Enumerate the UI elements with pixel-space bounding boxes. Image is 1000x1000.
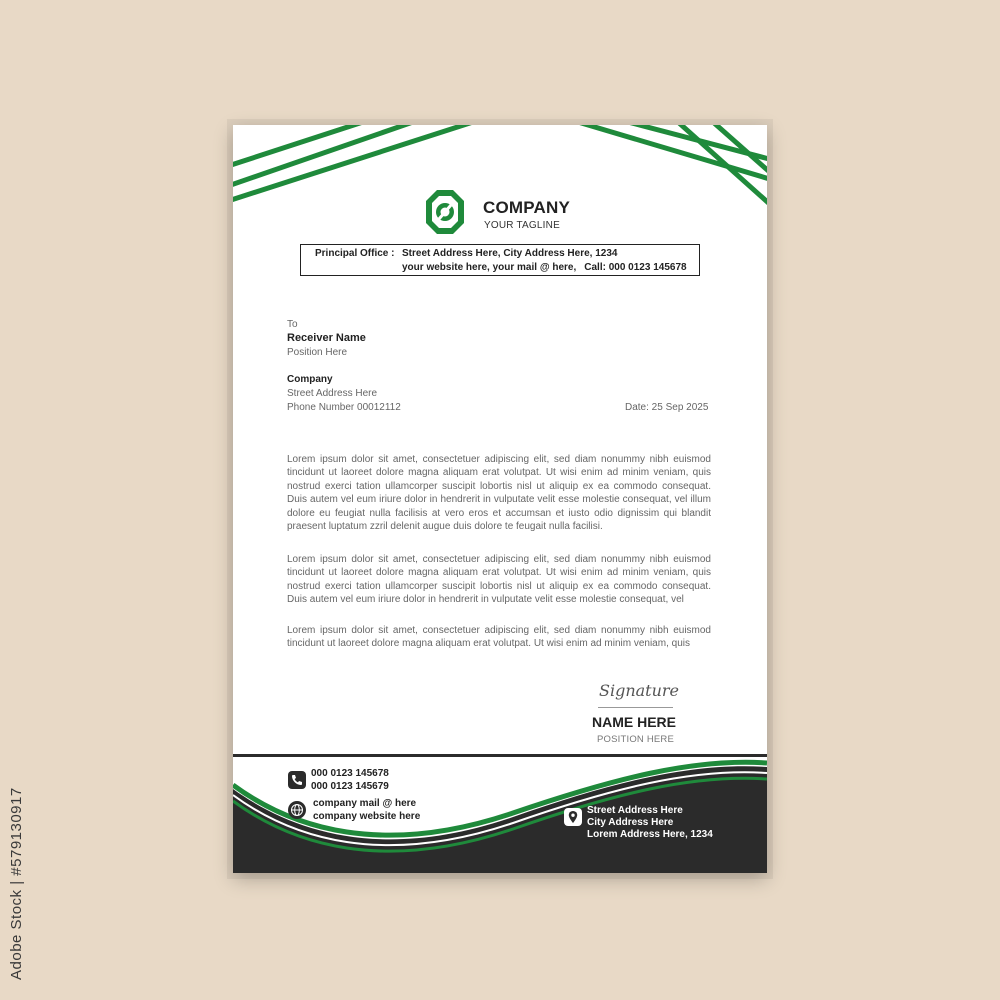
octagon-logo-icon [425, 189, 465, 235]
to-label: To [287, 319, 298, 330]
footer-phone-1: 000 0123 145678 [311, 768, 389, 779]
stock-id-text: Adobe Stock | #579130917 [8, 787, 25, 980]
footer-address-line-2: City Address Here [587, 817, 674, 828]
recipient-company: Company [287, 374, 333, 385]
footer-phone-2: 000 0123 145679 [311, 781, 389, 792]
footer-address-line-1: Street Address Here [587, 805, 683, 816]
letter-date: Date: 25 Sep 2025 [625, 402, 709, 413]
office-address: Street Address Here, City Address Here, 1234 [402, 248, 618, 259]
company-tagline: YOUR TAGLINE [484, 220, 560, 231]
letterhead-page [233, 125, 767, 873]
signer-name: NAME HERE [592, 714, 677, 730]
principal-office-box [300, 244, 700, 276]
globe-icon [288, 801, 306, 819]
recipient-phone: Phone Number 00012112 [287, 402, 401, 413]
signer-position: POSITION HERE [597, 734, 675, 745]
phone-icon [288, 771, 306, 789]
footer-address-line-3: Lorem Address Here, 1234 [587, 829, 713, 840]
body-paragraph-3: Lorem ipsum dolor sit amet, consectetuer adipiscing elit, sed diam nonummy nibh euismod tincidunt ut laoreet dolore magna aliquam erat volutpat. Ut wisi enim ad minim veniam, quis [287, 625, 711, 650]
receiver-position: Position Here [287, 347, 348, 358]
signature-line [598, 707, 673, 708]
footer-website: company website here [313, 811, 421, 822]
body-paragraph-1: Lorem ipsum dolor sit amet, consectetuer adipiscing elit, sed diam nonummy nibh euismod tincidunt ut laoreet dolore magna aliquam erat volutpat. Ut wisi enim ad minim veniam, quis nostrud exerci tation ullamcorper suscipit lobortis nisl ut aliquip ex ea commodo consequat. Duis autem vel eum iriure dolor in hendrerit in vulputate velit esse molestie consequat, vel illum dolore eu feugiat nulla facilisis at vero eros et accumsan et iusto odio dignissim qui blandit praesent luptatum zzril delenit augue duis dolore te feugait nulla facilisi. [287, 454, 711, 533]
company-name: COMPANY [483, 198, 571, 217]
footer-mail: company mail @ here [313, 798, 417, 809]
location-pin-icon [564, 808, 582, 826]
office-web-mail: your website here, your mail @ here, [402, 262, 577, 273]
receiver-name: Receiver Name [287, 332, 366, 344]
office-call: Call: 000 0123 145678 [584, 262, 687, 273]
office-contact-line [402, 262, 687, 273]
body-paragraph-2: Lorem ipsum dolor sit amet, consectetuer adipiscing elit, sed diam nonummy nibh euismod tincidunt ut laoreet dolore magna aliquam erat volutpat. Ut wisi enim ad minim veniam, quis nostrud exerci tation ullamcorper suscipit lobortis nisl ut aliquip ex ea commodo consequat. Duis autem vel eum iriure dolor in hendrerit in vulputate velit esse molestie consequat, vel [287, 554, 711, 606]
recipient-street: Street Address Here [287, 388, 378, 399]
signature-script: Signature [599, 681, 680, 700]
office-label: Principal Office : [315, 248, 395, 259]
